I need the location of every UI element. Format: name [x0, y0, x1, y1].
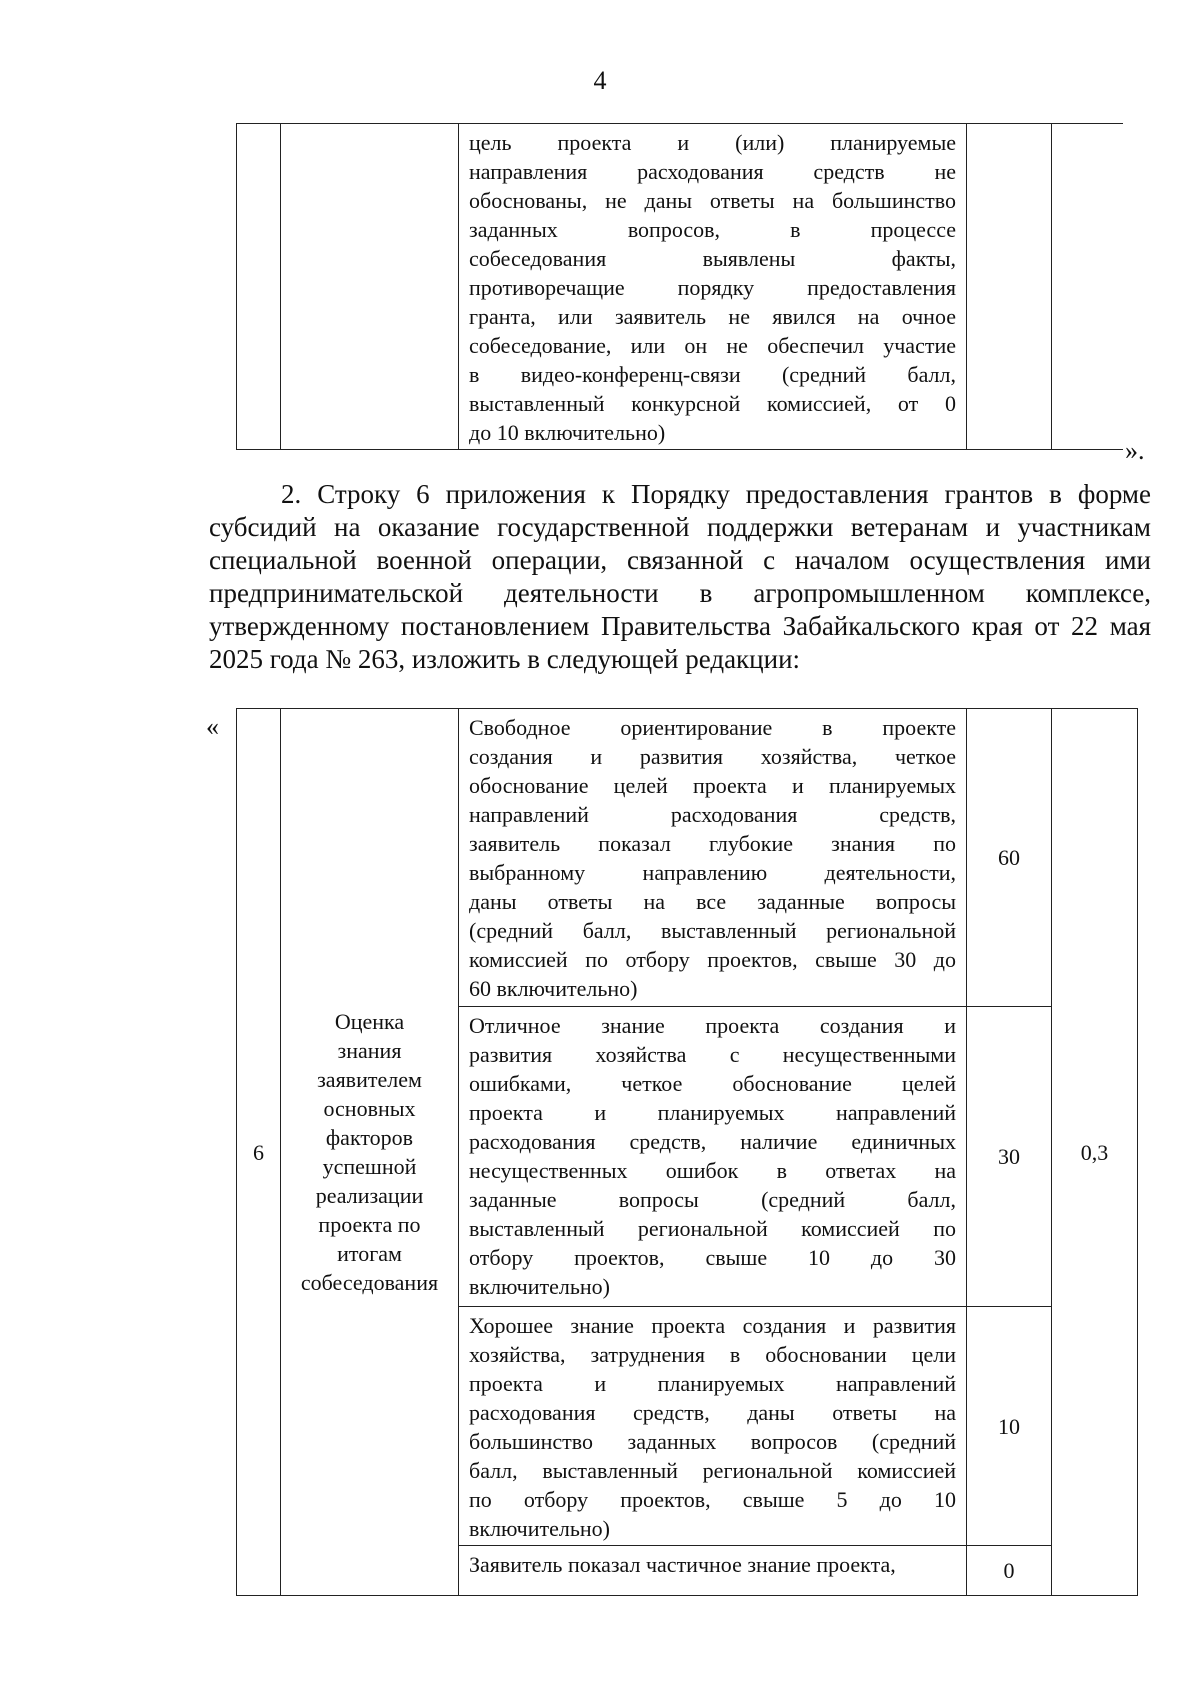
weight-cell — [1052, 709, 1138, 1596]
criterion-text-line: цель проекта и (или) планируемые — [469, 130, 956, 155]
criterion-text-line: включительно) — [469, 1274, 610, 1299]
criterion-text-line: Отличное знание проекта создания и — [469, 1013, 956, 1038]
indicator-line: Оценка — [334, 1009, 405, 1034]
score-value: 10 — [998, 1413, 1020, 1439]
criterion-text-line: гранта, или заявитель не явился на очное — [469, 304, 956, 329]
score-cell — [967, 1546, 1052, 1596]
score-value: 30 — [998, 1144, 1020, 1169]
criterion-text-line: заданные вопросы (средний балл, — [469, 1187, 956, 1212]
criterion-text-line: в видео-конференц-связи (средний балл, — [469, 362, 956, 387]
indicator-line: основных — [323, 1096, 416, 1121]
indicator-cell — [281, 709, 459, 1596]
criterion-text-line: отбору проектов, свыше 10 до 30 — [469, 1245, 956, 1270]
weight-cell — [1052, 124, 1123, 450]
criterion-cell — [459, 1307, 967, 1546]
criterion-cell — [459, 124, 967, 450]
indicator-line: заявителем — [317, 1067, 422, 1092]
criterion-text-line: балл, выставленный региональной комиссией — [469, 1458, 956, 1483]
row-number: 6 — [253, 1139, 264, 1165]
criterion-text-line: Хорошее знание проекта создания и развития — [469, 1313, 956, 1338]
criterion-text-line: выставленный конкурсной комиссией, от 0 — [469, 391, 956, 416]
score-cell — [967, 709, 1052, 1007]
criterion-text-line: ошибками, четкое обоснование целей — [469, 1071, 956, 1096]
criterion-text-line: Заявитель показал частичное знание проекта, — [469, 1552, 896, 1577]
amendment-paragraph: 2. Строку 6 приложения к Порядку предоставления грантов в форме субсидий на оказание государственной поддержки ветеранам и участникам специальной военной операции, связанной с началом осуществления ими предпринимательской деятельности в агропромышленном комплексе, утвержденному постановлением Правительства Забайкальского края от 22 мая 2025 года № 263, изложить в следующей редакции: — [209, 479, 1151, 674]
criterion-text-line: выставленный региональной комиссией по — [469, 1216, 956, 1241]
criterion-text-line: большинство заданных вопросов (средний — [469, 1429, 956, 1454]
criterion-cell — [459, 1007, 967, 1307]
criterion-text-line: расходования средств, наличие единичных — [469, 1129, 956, 1154]
criterion-row — [237, 709, 1138, 1007]
criterion-cell — [459, 709, 967, 1007]
criterion-text-line: заявитель показал глубокие знания по — [469, 831, 956, 856]
indicator-line: проекта по — [318, 1212, 421, 1237]
criterion-text-line: несущественных ошибок в ответах на — [469, 1158, 956, 1183]
criterion-text-line: 60 включительно) — [469, 976, 638, 1001]
criterion-text-line: Свободное ориентирование в проекте — [469, 715, 956, 740]
row-number-cell — [237, 709, 281, 1596]
criterion-text-line: комиссией по отбору проектов, свыше 30 до — [469, 947, 956, 972]
indicator-line: знания — [337, 1038, 402, 1063]
closing-quote: ». — [1125, 436, 1145, 465]
criterion-text-line: направлений расходования средств, — [469, 802, 956, 827]
criterion-text-line: направления расходования средств не — [469, 159, 956, 184]
criterion-text-line: по отбору проектов, свыше 5 до 10 — [469, 1487, 956, 1512]
table-continuation — [236, 123, 1123, 450]
criterion-text-line: включительно) — [469, 1516, 610, 1541]
opening-quote: « — [206, 712, 219, 741]
score-cell — [967, 124, 1052, 450]
indicator-line: успешной — [322, 1154, 417, 1179]
criterion-cell — [459, 1546, 967, 1596]
criterion-text-line: расходования средств, даны ответы на — [469, 1400, 956, 1425]
criterion-text-line: развития хозяйства с несущественными — [469, 1042, 956, 1067]
row-number-cell — [237, 124, 281, 450]
score-value: 0 — [1003, 1558, 1015, 1583]
criterion-text-line: проекта и планируемых направлений — [469, 1371, 956, 1396]
indicator-line: реализации — [315, 1183, 424, 1208]
criterion-text-line: создания и развития хозяйства, четкое — [469, 744, 956, 769]
table-row-6 — [236, 708, 1138, 1596]
score-cell — [967, 1007, 1052, 1307]
indicator-line: факторов — [325, 1125, 414, 1150]
criterion-text-line: хозяйства, затруднения в обосновании цели — [469, 1342, 956, 1367]
criterion-text-line: собеседования выявлены факты, — [469, 246, 956, 271]
criterion-text-line: (средний балл, выставленный региональной — [469, 918, 956, 943]
criterion-text-line: противоречащие порядку предоставления — [469, 275, 956, 300]
criterion-text-line: до 10 включительно) — [469, 420, 666, 445]
criterion-text-line: проекта и планируемых направлений — [469, 1100, 956, 1125]
criterion-text-line: даны ответы на все заданные вопросы — [469, 889, 956, 914]
criterion-text — [469, 128, 956, 447]
score-value: 60 — [998, 845, 1020, 870]
criterion-text-line: обоснованы, не даны ответы на большинство — [469, 188, 956, 213]
criterion-text-line: собеседование, или он не обеспечил участие — [469, 333, 956, 358]
score-cell — [967, 1307, 1052, 1546]
indicator-cell — [281, 124, 459, 450]
page-number: 4 — [593, 66, 607, 95]
weight-value: 0,3 — [1080, 1139, 1109, 1165]
criterion-text-line: заданных вопросов, в процессе — [469, 217, 956, 242]
indicator-line: итогам — [337, 1241, 402, 1266]
criterion-text-line: обоснование целей проекта и планируемых — [469, 773, 956, 798]
criterion-text-line: выбранному направлению деятельности, — [469, 860, 956, 885]
indicator-line: собеседования — [300, 1270, 439, 1295]
